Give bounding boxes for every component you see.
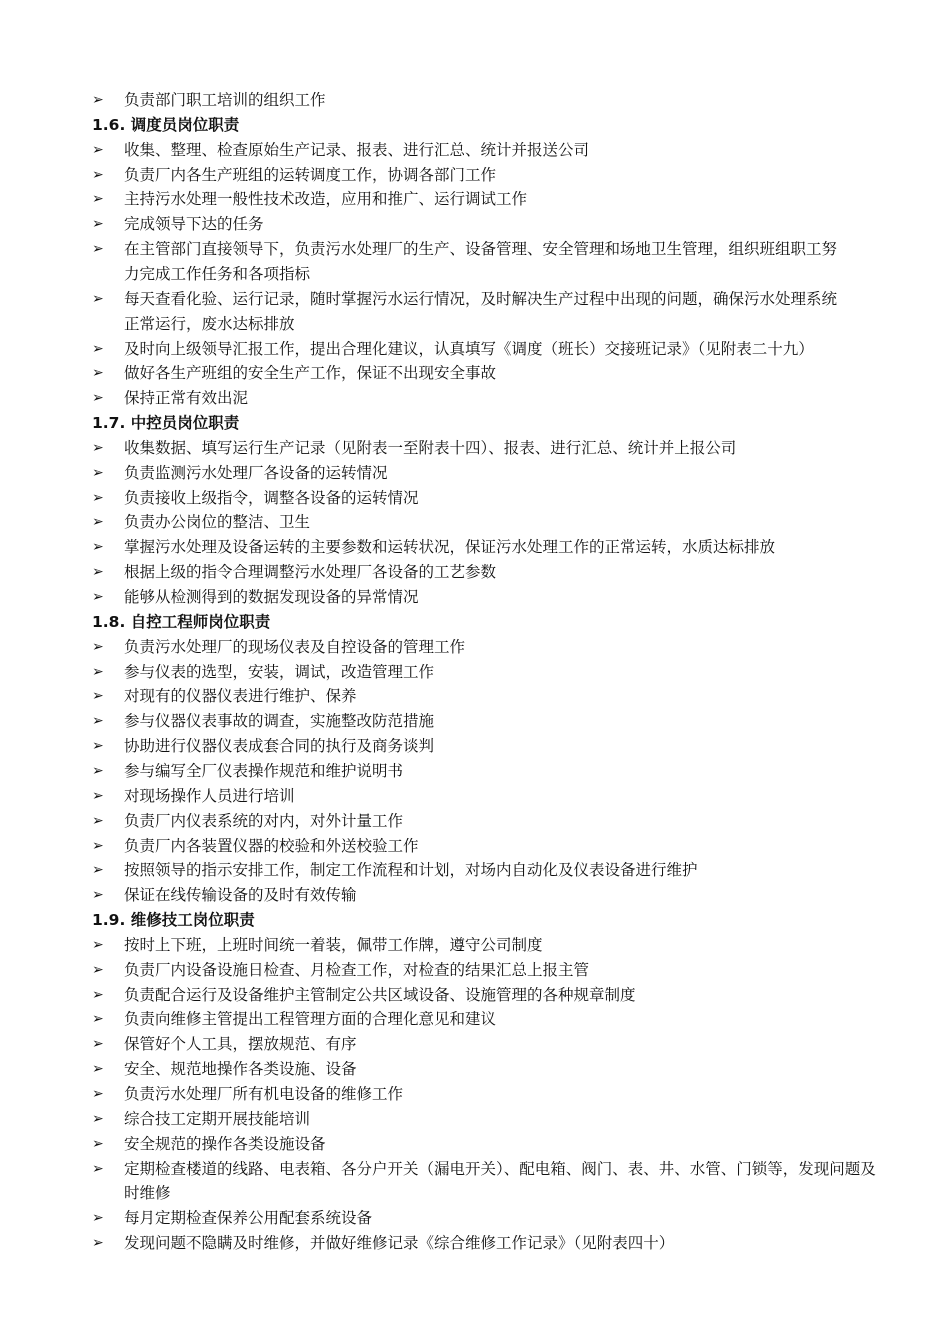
list-item-text: 对现场操作人员进行培训: [124, 786, 295, 805]
bullet-arrow-icon: ➢: [92, 1160, 104, 1177]
list-item-text: 保持正常有效出泥: [124, 389, 249, 408]
list-item-text: 按时上下班，上班时间统一着装，佩带工作牌，遵守公司制度: [124, 935, 543, 954]
list-item-text: 保管好个人工具，摆放规范、有序: [124, 1035, 357, 1054]
bullet-arrow-icon: ➢: [92, 439, 104, 456]
list-item-text: 做好各生产班组的安全生产工作，保证不出现安全事故: [124, 364, 497, 383]
list-item-text: 及时向上级领导汇报工作，提出合理化建议，认真填写《调度（班长）交接班记录》（见附表二十九）: [124, 339, 814, 358]
list-item-text: 掌握污水处理及设备运转的主要参数和运转状况，保证污水处理工作的正常运转，水质达标排放: [124, 538, 776, 557]
bullet-arrow-icon: ➢: [92, 241, 104, 258]
list-item-text: 定期检查楼道的线路、电表箱、各分户开关（漏电开关）、配电箱、阀门、表、井、水管、门锁等，发现问题及: [124, 1159, 876, 1178]
bullet-arrow-icon: ➢: [92, 787, 104, 804]
bullet-arrow-icon: ➢: [92, 166, 104, 183]
bullet-arrow-icon: ➢: [92, 191, 104, 208]
bullet-arrow-icon: ➢: [92, 1210, 104, 1227]
list-item-text: 综合技工定期开展技能培训: [124, 1109, 311, 1128]
list-item-text: 安全规范的操作各类设施设备: [124, 1134, 326, 1153]
list-item-text: 根据上级的指令合理调整污水处理厂各设备的工艺参数: [124, 563, 497, 582]
list-item-text: 负责办公岗位的整洁、卫生: [124, 513, 311, 532]
list-item-text: 发现问题不隐瞒及时维修，并做好维修记录《综合维修工作记录》（见附表四十）: [124, 1234, 675, 1253]
bullet-arrow-icon: ➢: [92, 936, 104, 953]
list-item-text: 负责厂内仪表系统的对内，对外计量工作: [124, 811, 404, 830]
list-item-text: 负责厂内各生产班组的运转调度工作，协调各部门工作: [124, 165, 497, 184]
bullet-arrow-icon: ➢: [92, 1086, 104, 1102]
bullet-arrow-icon: ➢: [92, 812, 104, 829]
list-item-text: 对现有的仪器仪表进行维护、保养: [124, 687, 357, 706]
list-item-text: 协助进行仪器仪表成套合同的执行及商务谈判: [124, 737, 435, 756]
bullet-arrow-icon: ➢: [92, 986, 104, 1003]
section-heading: 1.7. 中控员岗位职责: [92, 414, 240, 433]
bullet-arrow-icon: ➢: [92, 216, 104, 233]
list-item-text: 主持污水处理一般性技术改造，应用和推广、运行调试工作: [124, 190, 528, 209]
list-item-text: 负责部门职工培训的组织工作: [124, 91, 326, 109]
bullet-arrow-icon: ➢: [92, 1110, 104, 1127]
bullet-arrow-icon: ➢: [92, 713, 104, 730]
bullet-arrow-icon: ➢: [92, 141, 104, 158]
list-item-text: 收集数据、填写运行生产记录（见附表一至附表十四）、报表、进行汇总、统计并上报公司: [124, 438, 737, 457]
bullet-arrow-icon: ➢: [92, 638, 104, 655]
bullet-arrow-icon: ➢: [92, 837, 104, 854]
list-item-text: 力完成工作任务和各项指标: [124, 264, 311, 283]
list-item-text: 完成领导下达的任务: [124, 215, 264, 234]
list-item-text: 能够从检测得到的数据发现设备的异常情况: [124, 588, 419, 606]
bullet-arrow-icon: ➢: [92, 390, 104, 407]
list-item-text: 负责向维修主管提出工程管理方面的合理化意见和建议: [124, 1010, 497, 1029]
bullet-arrow-icon: ➢: [92, 1135, 104, 1152]
list-item-text: 保证在线传输设备的及时有效传输: [124, 886, 357, 905]
bullet-arrow-icon: ➢: [92, 340, 104, 357]
bullet-arrow-icon: ➢: [92, 92, 104, 108]
bullet-arrow-icon: ➢: [92, 564, 104, 581]
section-heading: 1.9. 维修技工岗位职责: [92, 911, 255, 930]
list-item-text: 在主管部门直接领导下，负责污水处理厂的生产、设备管理、安全管理和场地卫生管理，组织班组职工努: [124, 240, 838, 259]
list-item-text: 每月定期检查保养公用配套系统设备: [124, 1209, 373, 1228]
bullet-arrow-icon: ➢: [92, 365, 104, 382]
bullet-arrow-icon: ➢: [92, 688, 104, 705]
bullet-arrow-icon: ➢: [92, 738, 104, 755]
bullet-arrow-icon: ➢: [92, 762, 104, 779]
list-item-text: 参与仪表的选型，安装，调试，改造管理工作: [124, 662, 435, 681]
list-item-text: 负责污水处理厂的现场仪表及自控设备的管理工作: [124, 637, 466, 656]
list-item-text: 负责厂内各装置仪器的校验和外送校验工作: [124, 836, 419, 855]
list-item-text: 正常运行，废水达标排放: [124, 314, 295, 333]
list-item-text: 参与仪器仪表事故的调查，实施整改防范措施: [124, 712, 435, 731]
bullet-arrow-icon: ➢: [92, 887, 104, 904]
list-item-text: 按照领导的指示安排工作，制定工作流程和计划，对场内自动化及仪表设备进行维护: [124, 861, 698, 880]
bullet-arrow-icon: ➢: [92, 663, 104, 680]
bullet-arrow-icon: ➢: [92, 1235, 104, 1252]
bullet-arrow-icon: ➢: [92, 1011, 104, 1028]
list-item-text: 负责接收上级指令，调整各设备的运转情况: [124, 488, 419, 507]
bullet-arrow-icon: ➢: [92, 961, 104, 978]
list-item-text: 负责污水处理厂所有机电设备的维修工作: [124, 1085, 404, 1103]
bullet-arrow-icon: ➢: [92, 290, 104, 307]
bullet-arrow-icon: ➢: [92, 1061, 104, 1078]
bullet-arrow-icon: ➢: [92, 589, 104, 605]
bullet-arrow-icon: ➢: [92, 1036, 104, 1053]
list-item-text: 每天查看化验、运行记录，随时掌握污水运行情况，及时解决生产过程中出现的问题，确保污水处理系统: [124, 289, 838, 308]
list-item-text: 安全、规范地操作各类设施、设备: [124, 1060, 357, 1079]
list-item-text: 负责配合运行及设备维护主管制定公共区域设备、设施管理的各种规章制度: [124, 985, 636, 1004]
bullet-arrow-icon: ➢: [92, 862, 104, 879]
list-item-text: 负责厂内设备设施日检查、月检查工作，对检查的结果汇总上报主管: [124, 960, 590, 979]
bullet-arrow-icon: ➢: [92, 539, 104, 556]
bullet-arrow-icon: ➢: [92, 464, 104, 481]
list-item-text: 时维修: [124, 1184, 171, 1203]
list-item-text: 负责监测污水处理厂各设备的运转情况: [124, 463, 388, 482]
list-item-text: 收集、整理、检查原始生产记录、报表、进行汇总、统计并报送公司: [124, 140, 590, 159]
bullet-arrow-icon: ➢: [92, 514, 104, 531]
bullet-arrow-icon: ➢: [92, 489, 104, 506]
list-item-text: 参与编写全厂仪表操作规范和维护说明书: [124, 761, 404, 780]
section-heading: 1.6. 调度员岗位职责: [92, 115, 240, 134]
section-heading: 1.8. 自控工程师岗位职责: [92, 612, 271, 631]
